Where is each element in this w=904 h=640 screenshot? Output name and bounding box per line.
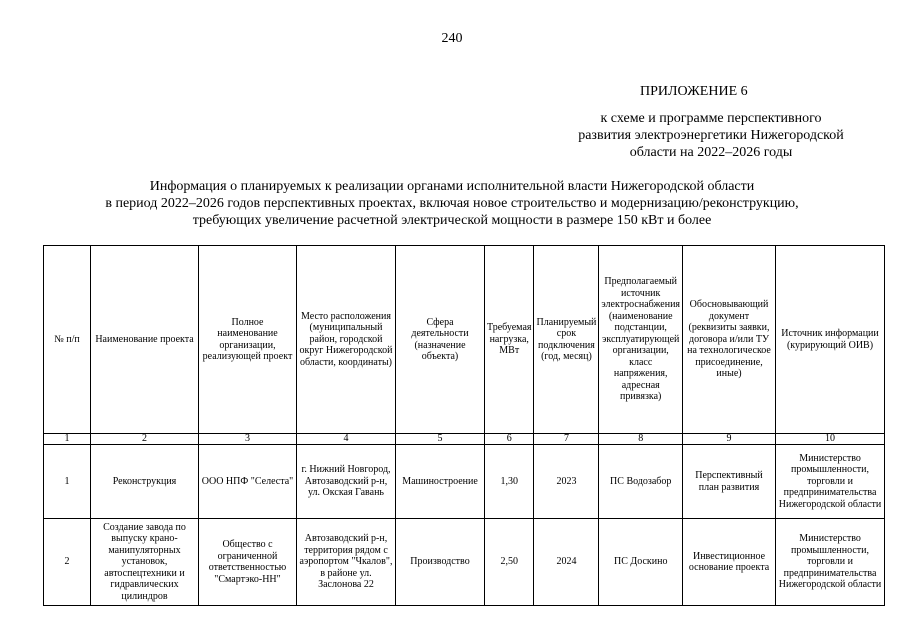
header-project-name: Наименование проекта (91, 246, 199, 434)
document-title-line: Информация о планируемых к реализации органами исполнительной власти Нижегородской области (149, 179, 755, 194)
cell-term: 2024 (534, 519, 599, 606)
column-number: 9 (683, 434, 776, 445)
appendix-subtitle-line: области на 2022–2026 годы (629, 145, 793, 160)
cell-organization: Общество с ограниченной ответственностью "Смартэко-НН" (199, 519, 297, 606)
column-number: 8 (599, 434, 683, 445)
header-organization: Полное наименование организации, реализующей проект (199, 246, 297, 434)
column-number: 10 (776, 434, 885, 445)
column-number: 4 (297, 434, 396, 445)
cell-project-name: Реконструкция (91, 445, 199, 519)
cell-load: 1,30 (485, 445, 534, 519)
cell-number: 1 (44, 445, 91, 519)
cell-info-source: Министерство промышленности, торговли и предпринимательства Нижегородской области (776, 445, 885, 519)
header-load: Требуемая нагрузка, МВт (485, 246, 534, 434)
column-number: 7 (534, 434, 599, 445)
cell-project-name: Создание завода по выпуску крано-манипуляторных установок, автоспецтехники и гидравлических цилиндров (91, 519, 199, 606)
header-document: Обосновывающий документ (реквизиты заявки, договора и/или ТУ на технологическое присоединение, иные) (683, 246, 776, 434)
cell-location: г. Нижний Новгород, Автозаводский р-н, ул. Окская Гавань (297, 445, 396, 519)
column-number: 1 (44, 434, 91, 445)
appendix-subtitle-line: к схеме и программе перспективного (600, 111, 822, 126)
cell-sphere: Машиностроение (396, 445, 485, 519)
cell-power-source: ПС Доскино (599, 519, 683, 606)
table-header-row (44, 246, 885, 434)
header-location: Место расположения (муниципальный район, городской округ Нижегородской области, координаты) (297, 246, 396, 434)
cell-document: Перспективный план развития (683, 445, 776, 519)
header-sphere: Сфера деятельности (назначение объекта) (396, 246, 485, 434)
appendix-subtitle (555, 110, 867, 161)
column-number: 3 (199, 434, 297, 445)
cell-location: Автозаводский р-н, территория рядом с аэропортом "Чкалов", в районе ул. Заслонова 22 (297, 519, 396, 606)
header-number: № п/п (44, 246, 91, 434)
document-title-line: требующих увеличение расчетной электрической мощности в размере 150 кВт и более (192, 213, 712, 228)
cell-load: 2,50 (485, 519, 534, 606)
document-title-line: в период 2022–2026 годов перспективных проектах, включая новое строительство и модернизацию/реконструкцию, (105, 196, 799, 211)
appendix-subtitle-line: развития электроэнергетики Нижегородской (578, 128, 844, 143)
table-row (44, 445, 885, 519)
cell-organization: ООО НПФ "Селеста" (199, 445, 297, 519)
appendix-title: ПРИЛОЖЕНИЕ 6 (640, 84, 748, 99)
cell-number: 2 (44, 519, 91, 606)
cell-power-source: ПС Водозабор (599, 445, 683, 519)
column-number: 6 (485, 434, 534, 445)
projects-table (43, 245, 885, 606)
column-number: 5 (396, 434, 485, 445)
document-title (60, 178, 844, 229)
page-number: 240 (441, 31, 463, 46)
header-term: Планируемый срок подключения (год, месяц) (534, 246, 599, 434)
cell-sphere: Производство (396, 519, 485, 606)
header-power-source: Предполагаемый источник электроснабжения (наименование подстанции, эксплуатирующей организации, класс напряжения, адресная привязка) (599, 246, 683, 434)
header-info-source: Источник информации (курирующий ОИВ) (776, 246, 885, 434)
cell-term: 2023 (534, 445, 599, 519)
table-row (44, 519, 885, 606)
cell-info-source: Министерство промышленности, торговли и предпринимательства Нижегородской области (776, 519, 885, 606)
cell-document: Инвестиционное основание проекта (683, 519, 776, 606)
column-number-row (44, 434, 885, 445)
column-number: 2 (91, 434, 199, 445)
